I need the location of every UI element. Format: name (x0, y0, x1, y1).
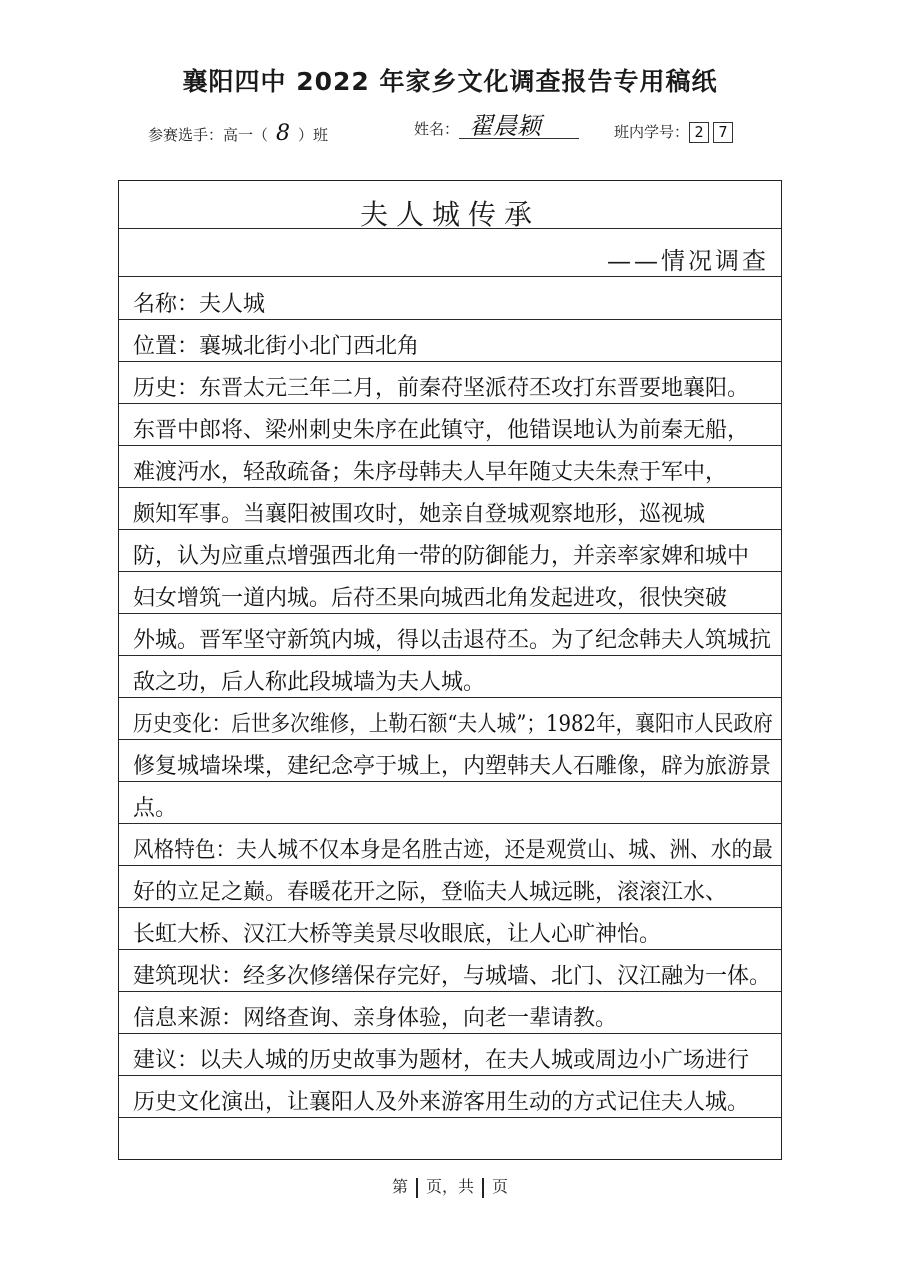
writing-sheet (118, 180, 782, 1160)
ruled-line (119, 361, 781, 362)
participant-field (148, 121, 328, 146)
grade-prefix: 高一（ (223, 126, 269, 144)
footer-end-label: 页 (492, 1177, 509, 1196)
essay-line: 外城。晋军坚守新筑内城，得以击退苻丕。为了纪念韩夫人筑城抗 (133, 628, 772, 653)
name-label: 姓名： (414, 120, 460, 138)
page-title: 襄阳四中 2022 年家乡文化调查报告专用稿纸 (182, 67, 718, 96)
essay-line: 位置：襄城北街小北门西北角 (133, 334, 420, 359)
name-field (414, 114, 579, 139)
seat-number-field (614, 121, 737, 143)
essay-line: 风格特色：夫人城不仅本身是名胜古迹，还是观赏山、城、洲、水的最 (133, 838, 773, 863)
student-name: 翟晨颖 (459, 114, 579, 139)
ruled-line (119, 865, 781, 866)
essay-subtitle: ——情况调查 (607, 247, 769, 275)
ruled-line (119, 697, 781, 698)
seat-digit-box: 2 (689, 122, 709, 143)
ruled-line (119, 907, 781, 908)
ruled-line (119, 991, 781, 992)
ruled-line (119, 1117, 781, 1118)
ruled-line (119, 319, 781, 320)
ruled-line (119, 276, 781, 277)
participant-label: 参赛选手： (148, 126, 224, 144)
page-footer (0, 1174, 900, 1198)
essay-line: 建筑现状：经多次修缮保存完好，与城墙、北门、汉江融为一体。 (133, 964, 772, 989)
seat-label: 班内学号： (614, 123, 690, 141)
ruled-line (119, 823, 781, 824)
ruled-line (119, 655, 781, 656)
essay-line: 颇知军事。当襄阳被围攻时，她亲自登城观察地形，巡视城 (133, 502, 706, 527)
essay-line: 历史：东晋太元三年二月，前秦苻坚派苻丕攻打东晋要地襄阳。 (133, 376, 750, 401)
ruled-line (119, 445, 781, 446)
grade-suffix: ）班 (298, 126, 329, 144)
ruled-line (119, 228, 781, 229)
essay-line: 好的立足之巅。春暖花开之际，登临夫人城远眺，滚滚江水、 (133, 880, 728, 905)
ruled-line (119, 613, 781, 614)
essay-line: 历史文化演出，让襄阳人及外来游客用生动的方式记住夫人城。 (133, 1090, 750, 1115)
essay-line: 敌之功，后人称此段城墙为夫人城。 (133, 670, 486, 695)
essay-line: 妇女增筑一道内城。后苻丕果向城西北角发起进攻，很快突破 (133, 586, 728, 611)
essay-line: 点。 (133, 796, 178, 821)
footer-mid-label: 页，共 (425, 1177, 474, 1196)
footer-page-label: 第 (391, 1177, 408, 1196)
essay-line: 长虹大桥、汉江大桥等美景尽收眼底，让人心旷神怡。 (133, 922, 662, 947)
ruled-line (119, 529, 781, 530)
ruled-line (119, 1033, 781, 1034)
essay-line: 名称：夫人城 (133, 292, 266, 317)
essay-line: 难渡沔水，轻敌疏备；朱序母韩夫人早年随丈夫朱焘于军中， (133, 460, 728, 485)
ruled-line (119, 571, 781, 572)
class-number: 8 (276, 121, 291, 146)
ruled-line (119, 487, 781, 488)
ruled-line (119, 781, 781, 782)
essay-title: 夫人城传承 (359, 198, 540, 231)
seat-digit-box: 7 (713, 122, 733, 143)
footer-page-blank (416, 1178, 418, 1198)
ruled-line (119, 739, 781, 740)
ruled-line (119, 949, 781, 950)
essay-line: 建议：以夫人城的历史故事为题材，在夫人城或周边小广场进行 (133, 1048, 750, 1073)
ruled-line (119, 403, 781, 404)
footer-total-blank (482, 1178, 484, 1198)
essay-line: 历史变化：后世多次维修，上勒石额“夫人城”；1982年，襄阳市人民政府 (133, 712, 773, 737)
essay-line: 防，认为应重点增强西北角一带的防御能力，并亲率家婢和城中 (133, 544, 750, 569)
ruled-line (119, 1075, 781, 1076)
essay-line: 东晋中郎将、梁州刺史朱序在此镇守，他错误地认为前秦无船， (133, 418, 750, 443)
essay-line: 修复城墙垛堞，建纪念亭于城上，内塑韩夫人石雕像，辟为旅游景 (133, 754, 772, 779)
essay-line: 信息来源：网络查询、亲身体验，向老一辈请教。 (133, 1006, 618, 1031)
